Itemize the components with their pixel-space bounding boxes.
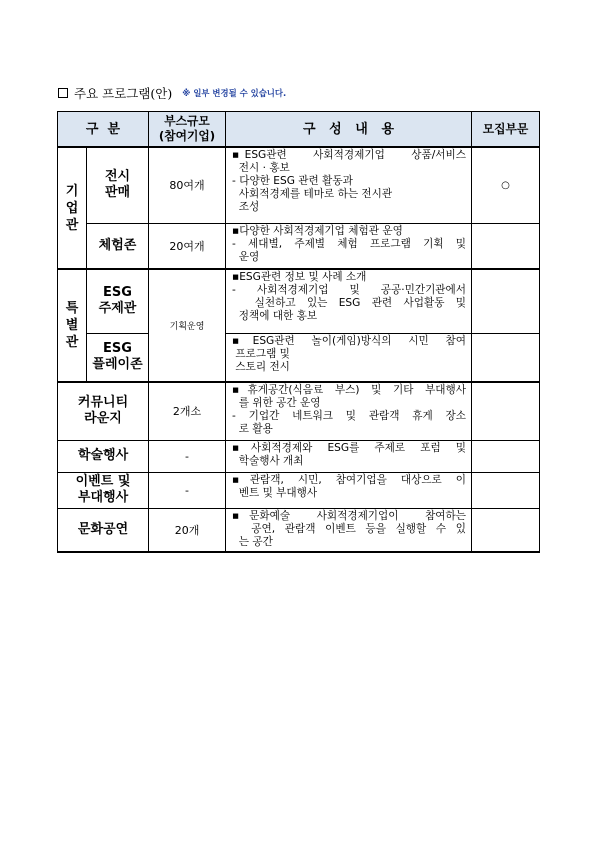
group-label-special: 특 별 관	[58, 269, 87, 382]
program-content: ▪ESG관련 사회적경제기업 상품/서비스 전시 · 홍보 - 다양한 ESG 관련 활동과 사회적경제를 테마로 하는 전시관 조성	[226, 147, 472, 223]
header-recruit: 모집부문	[472, 112, 540, 148]
header-content: 구 성 내 용	[226, 112, 472, 148]
program-content: ▪문화예술 사회적경제기업이 참여하는 공연, 관람객 이벤트 등을 실행할 수 있 는 공간	[226, 508, 472, 552]
program-name: 체험존	[87, 223, 149, 269]
table-row	[58, 269, 540, 333]
program-name: ESG 플레이존	[87, 333, 149, 382]
program-name: 학술행사	[58, 440, 149, 472]
table-row	[58, 223, 540, 269]
header-booth-size: 부스규모 (참여기업)	[149, 112, 226, 148]
header-row	[58, 112, 540, 148]
header-division: 구 분	[58, 112, 149, 148]
group-label-corporate: 기 업 관	[58, 147, 87, 269]
table-row	[58, 440, 540, 472]
change-notice: ※ 일부 변경될 수 있습니다.	[182, 88, 287, 98]
table-row	[58, 382, 540, 440]
booth-size: 80여개	[149, 147, 226, 223]
booth-size: 20여개	[149, 223, 226, 269]
program-table	[57, 111, 540, 553]
booth-size: 20개	[149, 508, 226, 552]
recruit-mark	[472, 508, 540, 552]
section-title: 주요 프로그램(안)	[74, 86, 173, 101]
recruit-mark	[472, 382, 540, 440]
program-content: ▪ESG관련 정보 및 사례 소개 - 사회적경제기업 및 공공·민간기관에서 실천하고 있는 ESG 관련 사업활동 및 정책에 대한 홍보	[226, 269, 472, 333]
recruit-mark	[472, 440, 540, 472]
program-content: ▪관람객, 시민, 참여기업을 대상으로 이 벤트 및 부대행사	[226, 472, 472, 508]
program-name: 커뮤니티 라운지	[58, 382, 149, 440]
booth-size: 2개소	[149, 382, 226, 440]
recruit-mark	[472, 333, 540, 382]
program-name: 문화공연	[58, 508, 149, 552]
recruit-mark	[472, 223, 540, 269]
program-name: ESG 주제관	[87, 269, 149, 333]
program-content: ▪사회적경제와 ESG를 주제로 포럼 및 학술행사 개최	[226, 440, 472, 472]
recruit-mark	[472, 269, 540, 333]
checkbox-icon	[58, 88, 68, 98]
recruit-mark: ○	[472, 147, 540, 223]
recruit-mark	[472, 472, 540, 508]
booth-size: 기획운영	[149, 269, 226, 382]
program-content: ▪ESG관련 놀이(게임)방식의 시민 참여 프로그램 및 스토리 전시	[226, 333, 472, 382]
section-heading	[58, 85, 286, 101]
program-content: ▪휴게공간(식음료 부스) 및 기타 부대행사 를 위한 공간 운영 - 기업간 네트워크 및 관람객 휴게 장소 로 활용	[226, 382, 472, 440]
table-row	[58, 472, 540, 508]
booth-size: -	[149, 440, 226, 472]
program-name: 이벤트 및 부대행사	[58, 472, 149, 508]
program-content: ▪다양한 사회적경제기업 체험관 운영 - 세대별, 주제별 체험 프로그램 기획 및 운영	[226, 223, 472, 269]
table-row	[58, 508, 540, 552]
table-row	[58, 147, 540, 223]
booth-size: -	[149, 472, 226, 508]
table-row	[58, 333, 540, 382]
program-name: 전시 판매	[87, 147, 149, 223]
